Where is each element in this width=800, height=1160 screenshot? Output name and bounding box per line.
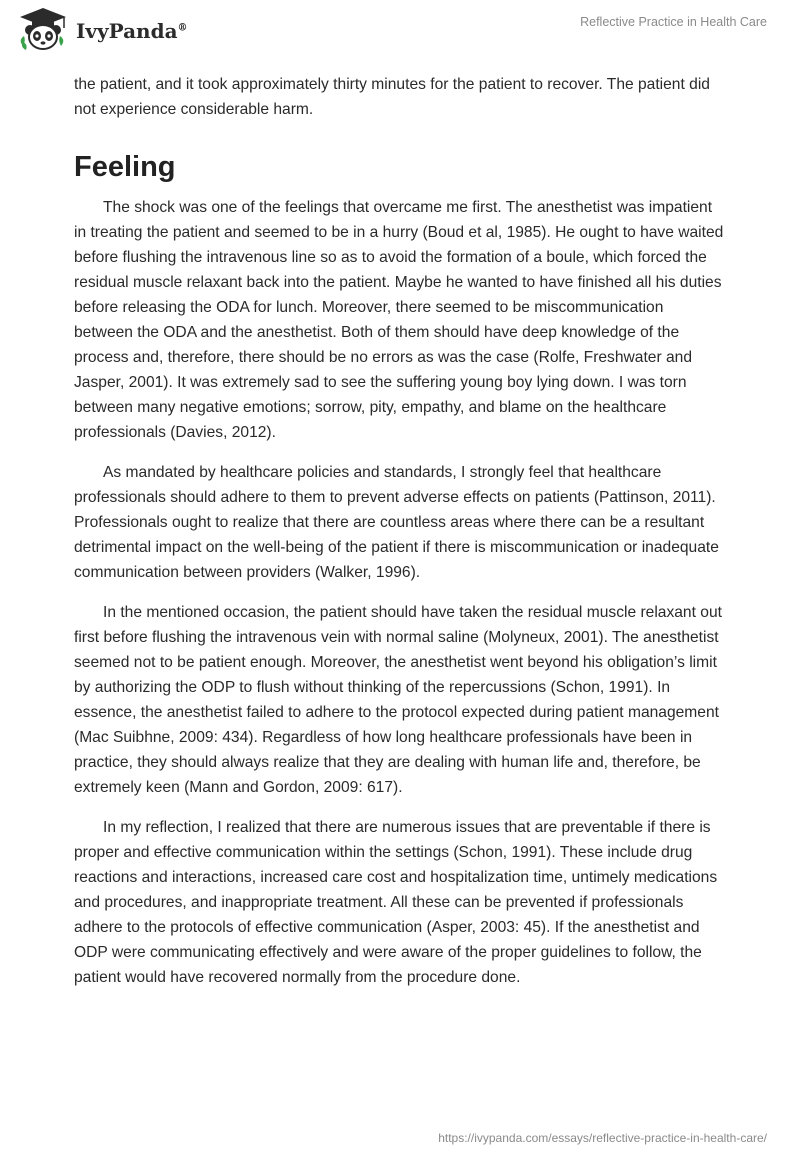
essay-content [74, 72, 726, 990]
registered-mark: ® [177, 22, 188, 34]
document-title: Reflective Practice in Health Care [580, 15, 767, 29]
brand-logo[interactable] [14, 6, 188, 52]
intro-paragraph: the patient, and it took approximately thirty minutes for the patient to recover. The patient did not experience considerable harm. [74, 76, 710, 118]
body-paragraph: The shock was one of the feelings that overcame me first. The anesthetist was impatient in treating the patient and seemed to be in a hurry (Boud et al, 1985). He ought to have waited before flushing the intravenous line so as to avoid the formation of a boule, which forced the residual muscle relaxant back into the patient. Maybe he wanted to have finished all his duties before releasing the ODA for lunch. Moreover, there seemed to be miscommunication between the ODA and the anesthetist. Both of them should have deep knowledge of the process and, therefore, there should be no errors as was the case (Rolfe, Freshwater and Jasper, 2001). It was extremely sad to see the suffering young boy lying down. I was torn between many negative emotions; sorrow, pity, empathy, and blame on the healthcare professionals (Davies, 2012). [74, 199, 724, 441]
body-paragraph: In the mentioned occasion, the patient should have taken the residual muscle relaxant out first before flushing the intravenous vein with normal saline (Molyneux, 2001). The anesthetist seemed not to be patient enough. Moreover, the anesthetist went beyond his obligation’s limit by authorizing the ODP to flush without thinking of the repercussions (Schon, 1991). In essence, the anesthetist failed to adhere to the protocol expected during patient management (Mac Suibhne, 2009: 434). Regardless of how long healthcare professionals have been in practice, they should always realize that they are dealing with human life and, therefore, be extremely keen (Mann and Gordon, 2009: 617). [74, 604, 722, 796]
section-heading: Feeling [74, 151, 176, 183]
body-paragraph: As mandated by healthcare policies and standards, I strongly feel that healthcare professionals should adhere to them to prevent adverse effects on patients (Pattinson, 2011). Professionals ought to realize that there are countless areas where there can be a resultant detrimental impact on the well-being of the patient if there is miscommunication or inadequate communication between providers (Walker, 1996). [74, 464, 719, 581]
page-header [0, 0, 800, 64]
source-url[interactable]: https://ivypanda.com/essays/reflective-practice-in-health-care/ [438, 1131, 767, 1145]
panda-graduate-icon [14, 6, 72, 52]
body-paragraph: In my reflection, I realized that there are numerous issues that are preventable if there is proper and effective communication within the settings (Schon, 1991). These include drug reactions and interactions, increased care cost and hospitalization time, untimely medications and procedures, and inappropriate treatment. All these can be prevented if professionals adhere to the protocols of effective communication (Asper, 2003: 45). If the anesthetist and ODP were communicating effectively and were aware of the proper guidelines to follow, the patient would have recovered normally from the procedure done. [74, 819, 718, 986]
brand-name: IvyPanda® [76, 19, 188, 43]
